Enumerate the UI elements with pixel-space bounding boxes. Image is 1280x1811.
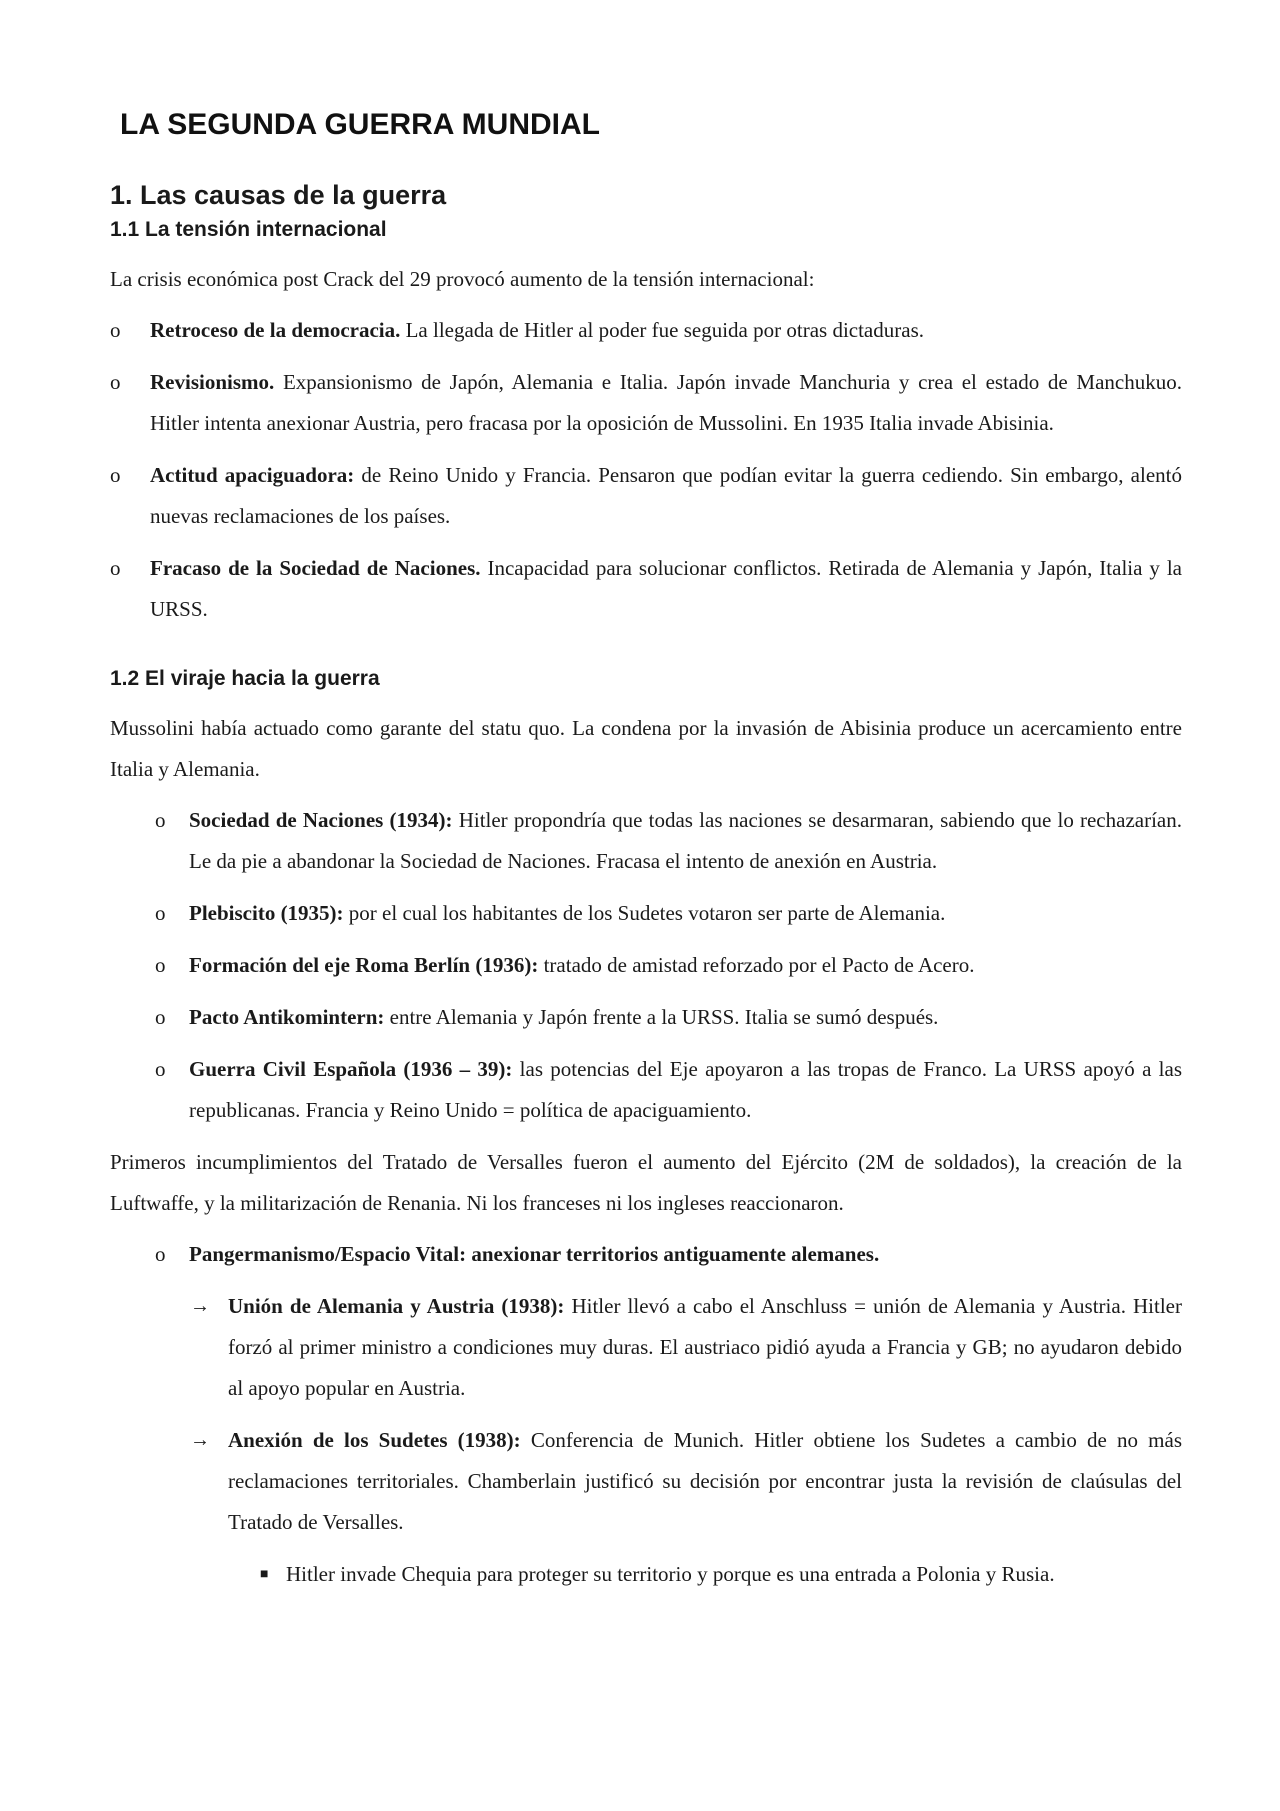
item-term: Anexión de los Sudetes (1938): [228,1428,521,1452]
list-item [110,893,1182,934]
item-term: Unión de Alemania y Austria (1938): [228,1294,565,1318]
bullet-marker: o [155,1005,166,1029]
bullet-marker: o [110,463,121,487]
list-item [110,800,1182,882]
item-text: las potencias del Eje apoyaron a las tropas de Franco. La URSS apoyó a las republicanas. Francia y Reino Unido = política de apaciguamiento. [189,1057,1182,1122]
document-title: LA SEGUNDA GUERRA MUNDIAL [120,108,600,141]
item-term: Pacto Antikomintern: [189,1005,385,1029]
item-text: Expansionismo de Japón, Alemania e Italia. Japón invade Manchuria y crea el estado de Manchukuo. Hitler intenta anexionar Austria, pero fracasa por la oposición de Mussolini. En 1935 Italia invade Abisinia. [150,370,1182,435]
item-term: Fracaso de la Sociedad de Naciones. [150,556,481,580]
subsection-1-2-heading: 1.2 El viraje hacia la guerra [110,667,380,690]
item-term: Pangermanismo/Espacio Vital: anexionar territorios antiguamente alemanes. [189,1242,880,1266]
item-term: Revisionismo. [150,370,275,394]
item-text: Incapacidad para solucionar conflictos. Retirada de Alemania y Japón, Italia y la URSS. [150,556,1182,621]
item-text: entre Alemania y Japón frente a la URSS. Italia se sumó después. [384,1005,939,1029]
bullet-marker: o [155,901,166,925]
square-bullet-icon: ■ [260,1567,269,1582]
bullet-marker: o [110,318,121,342]
list-item [110,362,1182,444]
bullet-marker: o [110,556,121,580]
bullet-marker: o [110,370,121,394]
bullet-marker: o [155,1242,166,1266]
item-term: Plebiscito (1935): [189,901,344,925]
subsection-1-1-intro: La crisis económica post Crack del 29 provocó aumento de la tensión internacional: [110,267,815,291]
arrow-right-icon: → [190,1295,210,1317]
arrow-list-item [110,1420,1182,1543]
subsection-1-1-heading: 1.1 La tensión internacional [110,218,387,241]
list-item [110,1234,1182,1275]
item-text: Conferencia de Munich. Hitler obtiene los Sudetes a cambio de no más reclamaciones territoriales. Chamberlain justificó su decisión por encontrar justa la revisión de claúsulas del Tratado de Versalles. [228,1428,1182,1534]
arrow-right-icon: → [190,1429,210,1451]
list-item [110,310,1182,351]
item-text: tratado de amistad reforzado por el Pacto de Acero. [538,953,975,977]
list-item [110,548,1182,630]
bullet-marker: o [155,953,166,977]
item-text: La llegada de Hitler al poder fue seguida por otras dictaduras. [400,318,924,342]
list-item [110,945,1182,986]
item-term: Retroceso de la democracia. [150,318,401,342]
bullet-marker: o [155,808,166,832]
list-item [110,1049,1182,1131]
item-text: por el cual los habitantes de los Sudetes votaron ser parte de Alemania. [343,901,946,925]
square-list-item [110,1554,1182,1595]
bullet-marker: o [155,1057,166,1081]
item-term: Sociedad de Naciones (1934): [189,808,453,832]
versalles-paragraph: Primeros incumplimientos del Tratado de Versalles fueron el aumento del Ejército (2M de soldados), la creación de la Luftwaffe, y la militarización de Renania. Ni los franceses ni los ingleses reaccionaron. [110,1150,1182,1215]
document-body [110,175,1182,1606]
section-1-heading: 1. Las causas de la guerra [110,180,447,210]
item-term: Guerra Civil Española (1936 – 39): [189,1057,513,1081]
item-text: de Reino Unido y Francia. Pensaron que podían evitar la guerra cediendo. Sin embargo, alentó nuevas reclamaciones de los países. [150,463,1182,528]
subsection-1-2-intro: Mussolini había actuado como garante del statu quo. La condena por la invasión de Abisinia produce un acercamiento entre Italia y Alemania. [110,716,1182,781]
item-text: Hitler llevó a cabo el Anschluss = unión de Alemania y Austria. Hitler forzó al primer ministro a condiciones muy duras. El austriaco pidió ayuda a Francia y GB; no ayudaron debido al apoyo popular en Austria. [228,1294,1182,1400]
item-text: Hitler propondría que todas las naciones se desarmaran, sabiendo que lo rechazarían. Le da pie a abandonar la Sociedad de Naciones. Fracasa el intento de anexión en Austria. [189,808,1182,873]
item-term: Actitud apaciguadora: [150,463,355,487]
arrow-list-item [110,1286,1182,1409]
item-text: Hitler invade Chequia para proteger su territorio y porque es una entrada a Polonia y Rusia. [286,1562,1055,1586]
item-term: Formación del eje Roma Berlín (1936): [189,953,539,977]
list-item [110,997,1182,1038]
list-item [110,455,1182,537]
